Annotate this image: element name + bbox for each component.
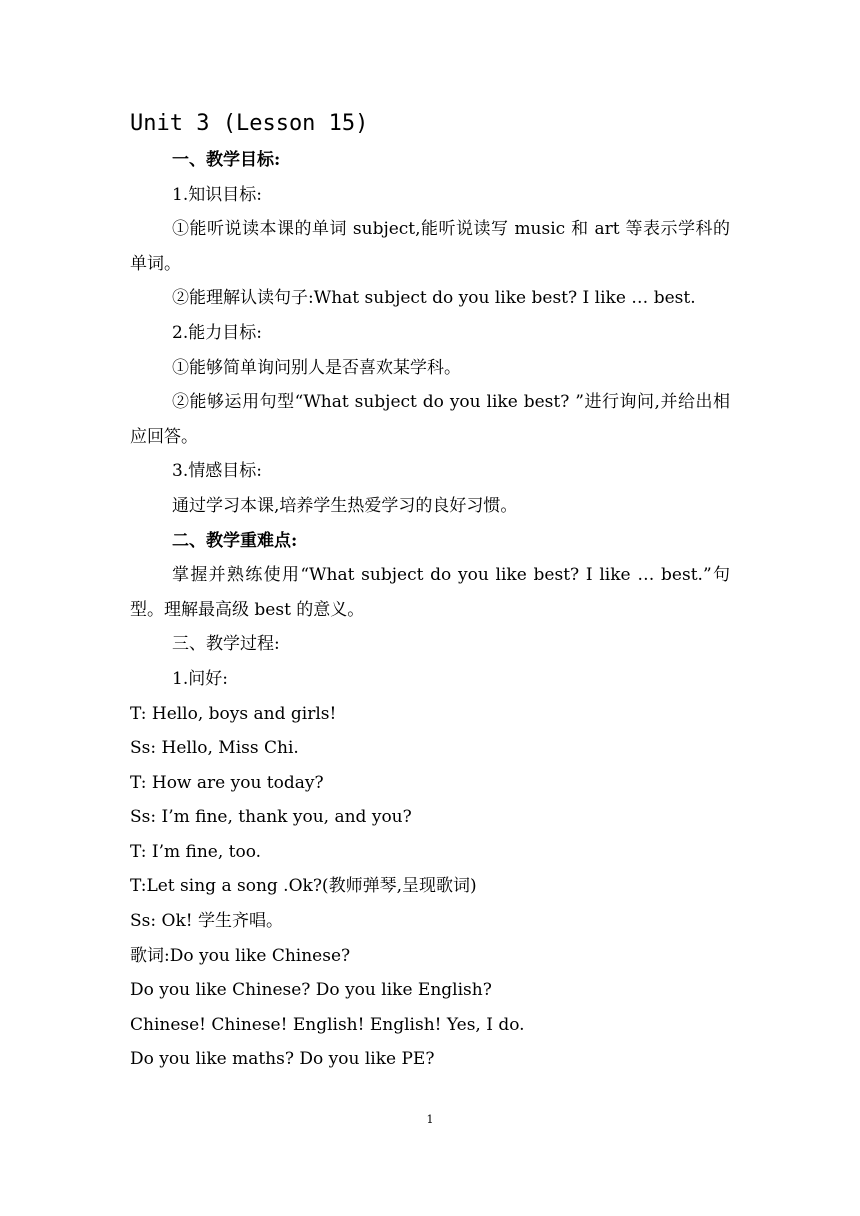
dialogue-line: T: I’m fine, too. [130, 841, 262, 862]
dialogue-line: T:Let sing a song .Ok?(教师弹琴,呈现歌词) [130, 876, 477, 897]
subheading-ability: 2.能力目标: [172, 322, 262, 343]
subheading-emotion: 3.情感目标: [172, 461, 262, 482]
ability-item-1: ①能够简单询问别人是否喜欢某学科。 [172, 357, 461, 378]
keypoints-text: 掌握并熟练使用“What subject do you like best? I like … best.”句型。理解最高级 best 的意义。 [130, 565, 730, 620]
lyrics-line: Do you like Chinese? Do you like English? [130, 980, 492, 1001]
knowledge-item-1: ①能听说读本课的单词 subject,能听说读写 music 和 art 等表示学科的单词。 [130, 219, 730, 274]
subheading-knowledge: 1.知识目标: [172, 184, 262, 205]
dialogue-line: Ss: Hello, Miss Chi. [130, 738, 299, 759]
subheading-greeting: 1.问好: [172, 668, 228, 689]
lyrics-line: Do you like maths? Do you like PE? [130, 1049, 435, 1070]
emotion-text: 通过学习本课,培养学生热爱学习的良好习惯。 [172, 495, 518, 516]
dialogue-line: T: How are you today? [130, 772, 324, 793]
lyrics-line: Chinese! Chinese! English! English! Yes, I do. [130, 1014, 525, 1035]
dialogue-line: Ss: Ok! 学生齐唱。 [130, 911, 283, 932]
ability-item-2: ②能够运用句型“What subject do you like best? ”进行询问,并给出相应回答。 [130, 392, 730, 447]
dialogue-line: Ss: I’m fine, thank you, and you? [130, 807, 412, 828]
document-page [130, 105, 730, 1077]
section-heading-process: 三、教学过程: [172, 634, 280, 655]
section-heading-keypoints: 二、教学重难点: [172, 530, 298, 551]
knowledge-item-2: ②能理解认读句子:What subject do you like best? I like … best. [172, 288, 696, 309]
dialogue-line: T: Hello, boys and girls! [130, 703, 337, 724]
lyrics-line: 歌词:Do you like Chinese? [130, 945, 351, 966]
page-number: 1 [426, 1113, 434, 1126]
document-title: Unit 3 (Lesson 15) [130, 111, 369, 136]
section-heading-goals: 一、教学目标: [172, 150, 281, 170]
